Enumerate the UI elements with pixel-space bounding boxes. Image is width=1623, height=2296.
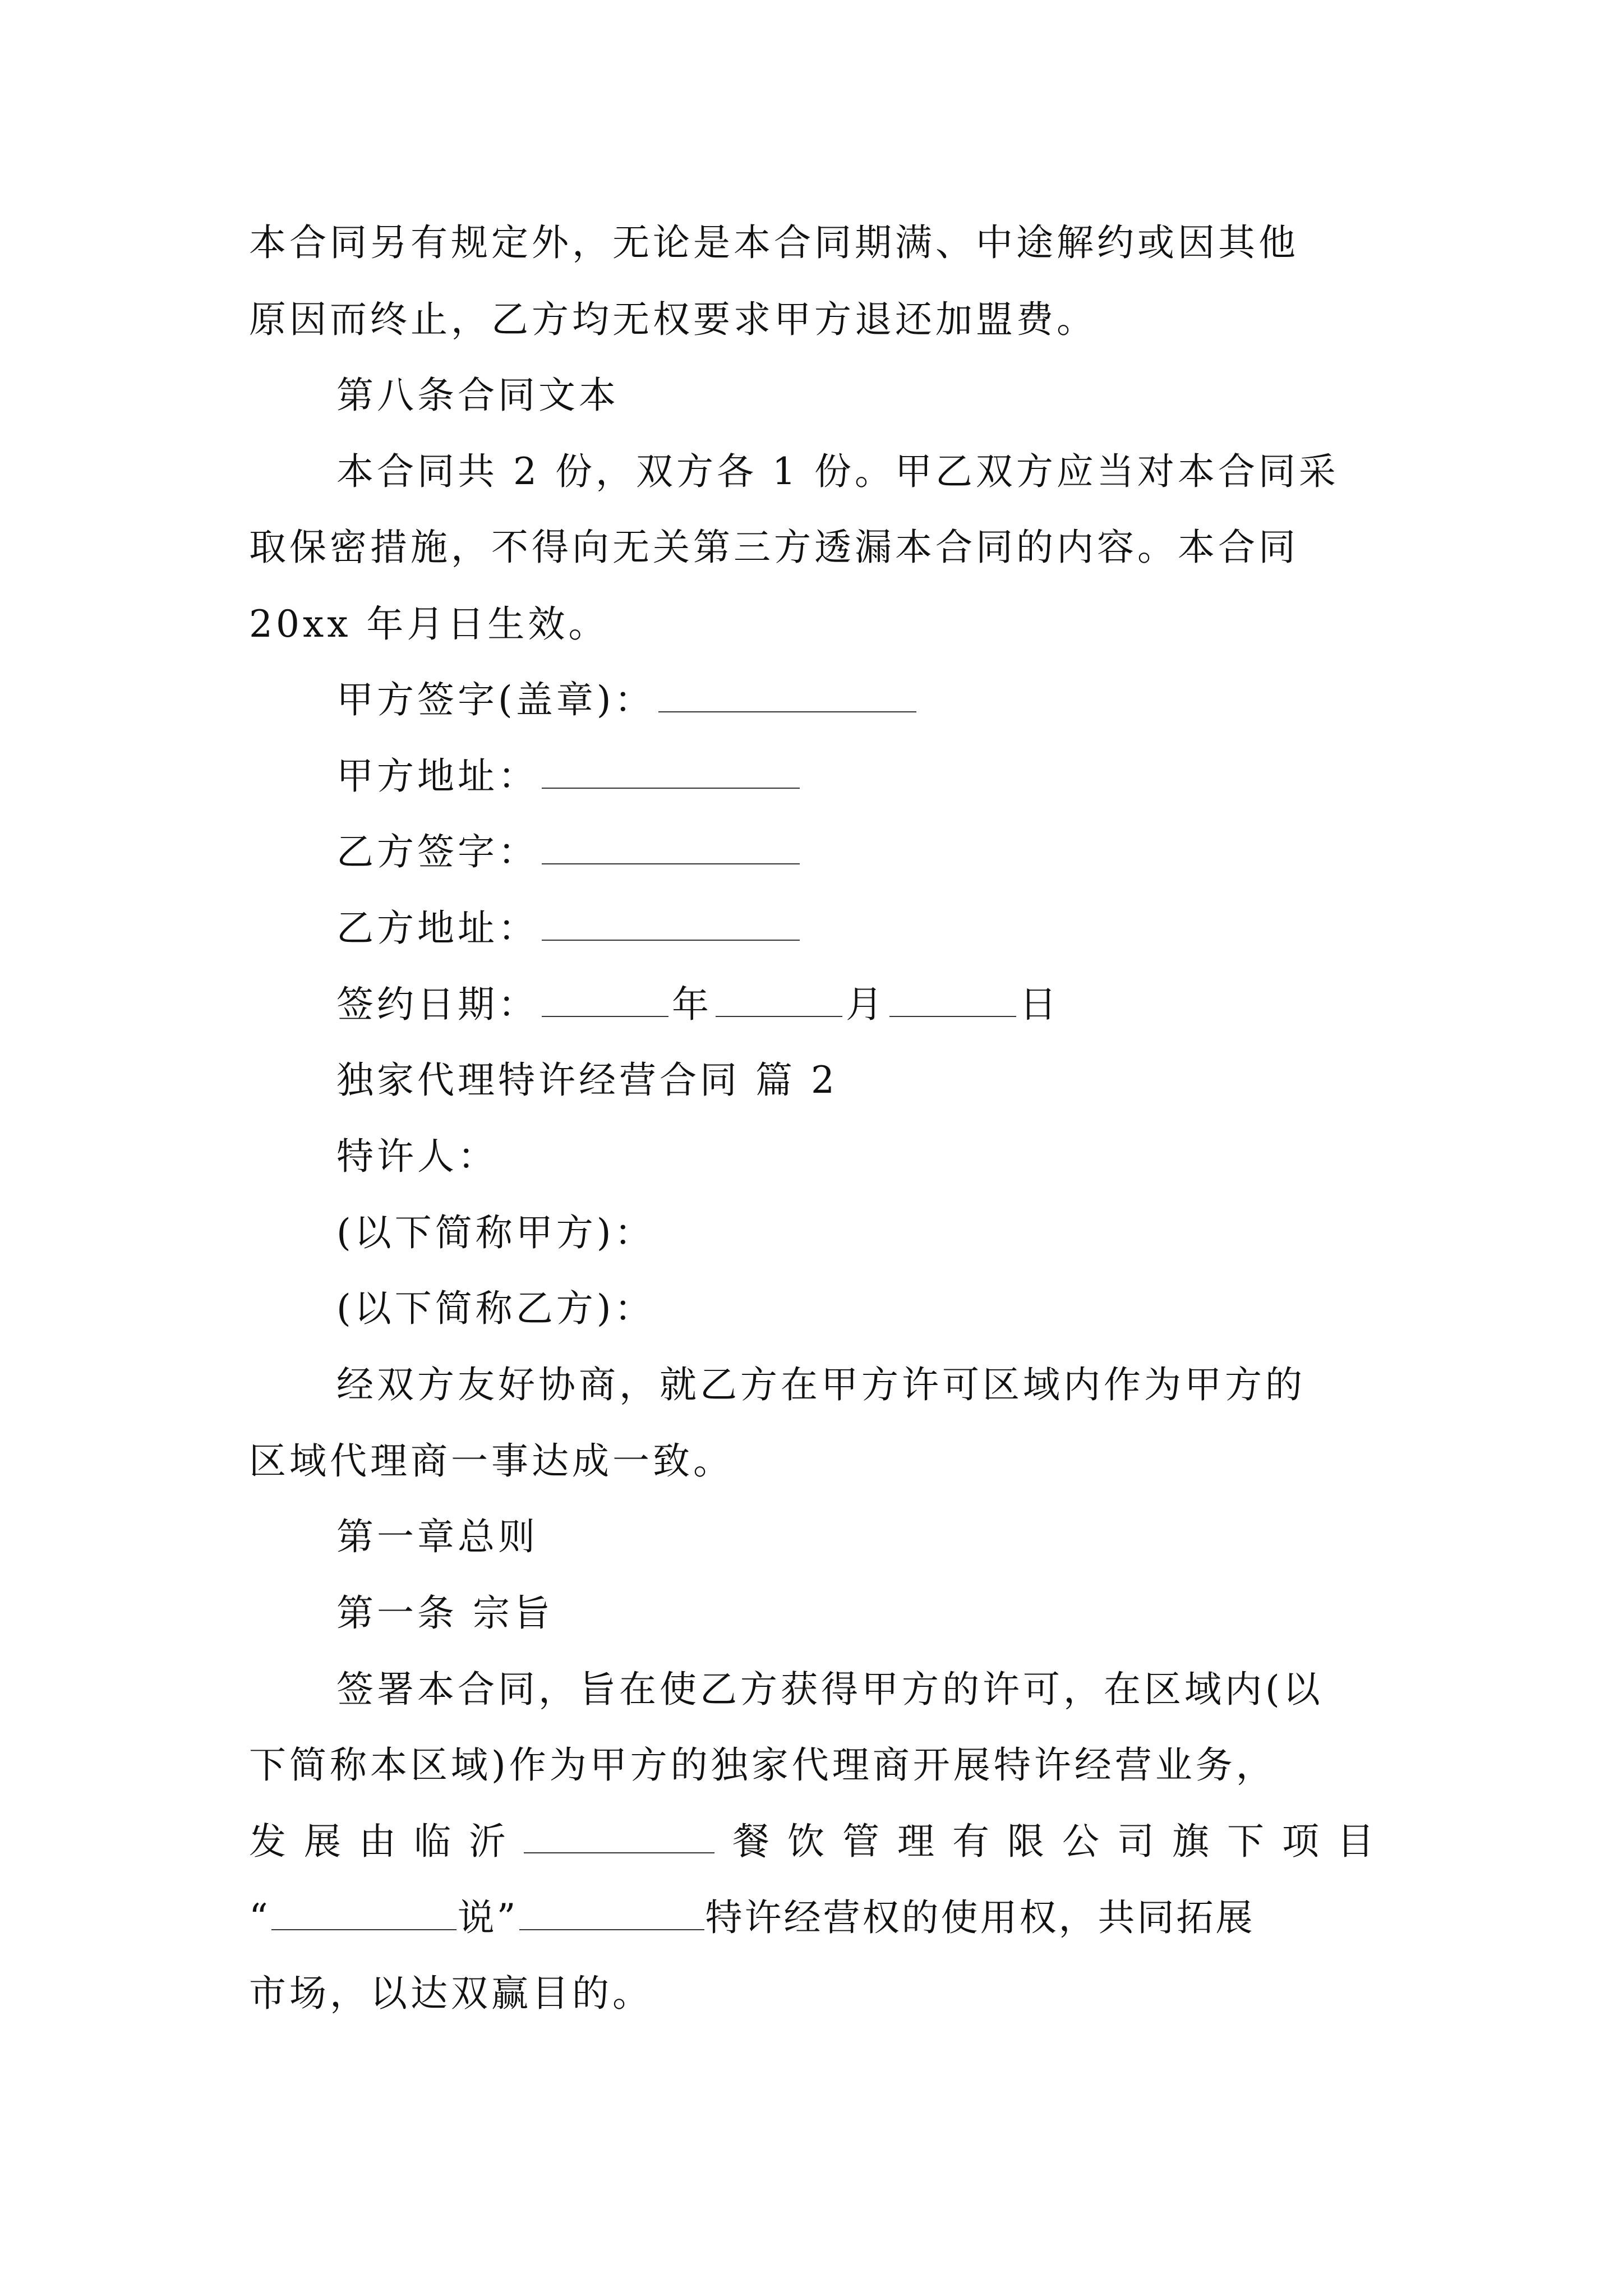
name-blank	[524, 1823, 714, 1853]
char: 饮	[787, 1820, 824, 1863]
day-blank	[889, 987, 1016, 1017]
day-label: 日	[1020, 983, 1060, 1026]
address-line-party-b	[336, 907, 803, 950]
text-line: 20xx 年月日生效。	[249, 602, 609, 646]
address-blank	[542, 758, 800, 789]
year-label: 年	[672, 983, 712, 1026]
char: 公	[1062, 1820, 1099, 1863]
signature-blank	[658, 682, 916, 712]
signing-date-line	[336, 983, 1060, 1026]
char: 餐	[732, 1820, 769, 1863]
article-heading: 第一条 宗旨	[336, 1591, 554, 1635]
text-line	[249, 1896, 1255, 1939]
char: 由	[359, 1820, 396, 1863]
signature-label: 乙方签字：	[336, 830, 538, 873]
char: 发	[249, 1820, 286, 1863]
text-line: 签署本合同，旨在使乙方获得甲方的许可，在区域内(以	[336, 1668, 1324, 1711]
signature-line-party-b	[336, 830, 803, 873]
address-label: 甲方地址：	[336, 754, 538, 798]
text-line: 区域代理商一事达成一致。	[249, 1439, 734, 1483]
char: 管	[842, 1820, 879, 1863]
signature-line-party-a	[336, 678, 920, 721]
section-heading: 第八条合同文本	[336, 374, 619, 417]
char: 司	[1117, 1820, 1154, 1863]
char: 有	[952, 1820, 989, 1863]
text-fragment: 说”	[457, 1896, 518, 1939]
char: 理	[897, 1820, 934, 1863]
address-line-party-a	[336, 754, 803, 798]
char: 限	[1007, 1820, 1044, 1863]
char: 临	[414, 1820, 451, 1863]
text-line: 本合同共 2 份，双方各 1 份。甲乙双方应当对本合同采	[336, 450, 1339, 493]
franchisor-label: 特许人：	[336, 1135, 498, 1178]
address-label: 乙方地址：	[336, 907, 538, 950]
party-a-label: (以下简称甲方)：	[336, 1211, 655, 1254]
month-label: 月	[846, 983, 886, 1026]
text-line: 下简称本区域)作为甲方的独家代理商开展特许经营业务，	[249, 1743, 1276, 1787]
text-line: 市场，以达双赢目的。	[249, 1972, 653, 2015]
char: 沂	[469, 1820, 506, 1863]
brand-blank	[519, 1900, 704, 1930]
char: 下	[1227, 1820, 1264, 1863]
date-label: 签约日期：	[336, 983, 538, 1026]
text-line: 原因而终止，乙方均无权要求甲方退还加盟费。	[249, 298, 1097, 341]
signature-label: 甲方签字(盖章)：	[336, 678, 655, 721]
open-quote: “	[249, 1896, 270, 1939]
char: 展	[304, 1820, 341, 1863]
text-fragment: 特许经营权的使用权，共同拓展	[705, 1896, 1255, 1939]
char: 项	[1282, 1820, 1319, 1863]
justified-text-line	[249, 1820, 1374, 1863]
text-line: 经双方友好协商，就乙方在甲方许可区域内作为甲方的	[336, 1363, 1306, 1406]
chapter-heading: 第一章总则	[336, 1515, 538, 1558]
char: 目	[1337, 1820, 1374, 1863]
signature-blank	[542, 834, 800, 864]
party-b-label: (以下简称乙方)：	[336, 1287, 655, 1330]
year-blank	[542, 987, 668, 1017]
project-name-blank	[271, 1900, 457, 1930]
text-line: 取保密措施，不得向无关第三方透漏本合同的内容。本合同	[249, 526, 1299, 569]
address-blank	[542, 910, 800, 941]
char: 旗	[1172, 1820, 1209, 1863]
contract-title: 独家代理特许经营合同 篇 2	[336, 1059, 838, 1102]
month-blank	[716, 987, 842, 1017]
text-line: 本合同另有规定外，无论是本合同期满、中途解约或因其他	[249, 221, 1299, 264]
